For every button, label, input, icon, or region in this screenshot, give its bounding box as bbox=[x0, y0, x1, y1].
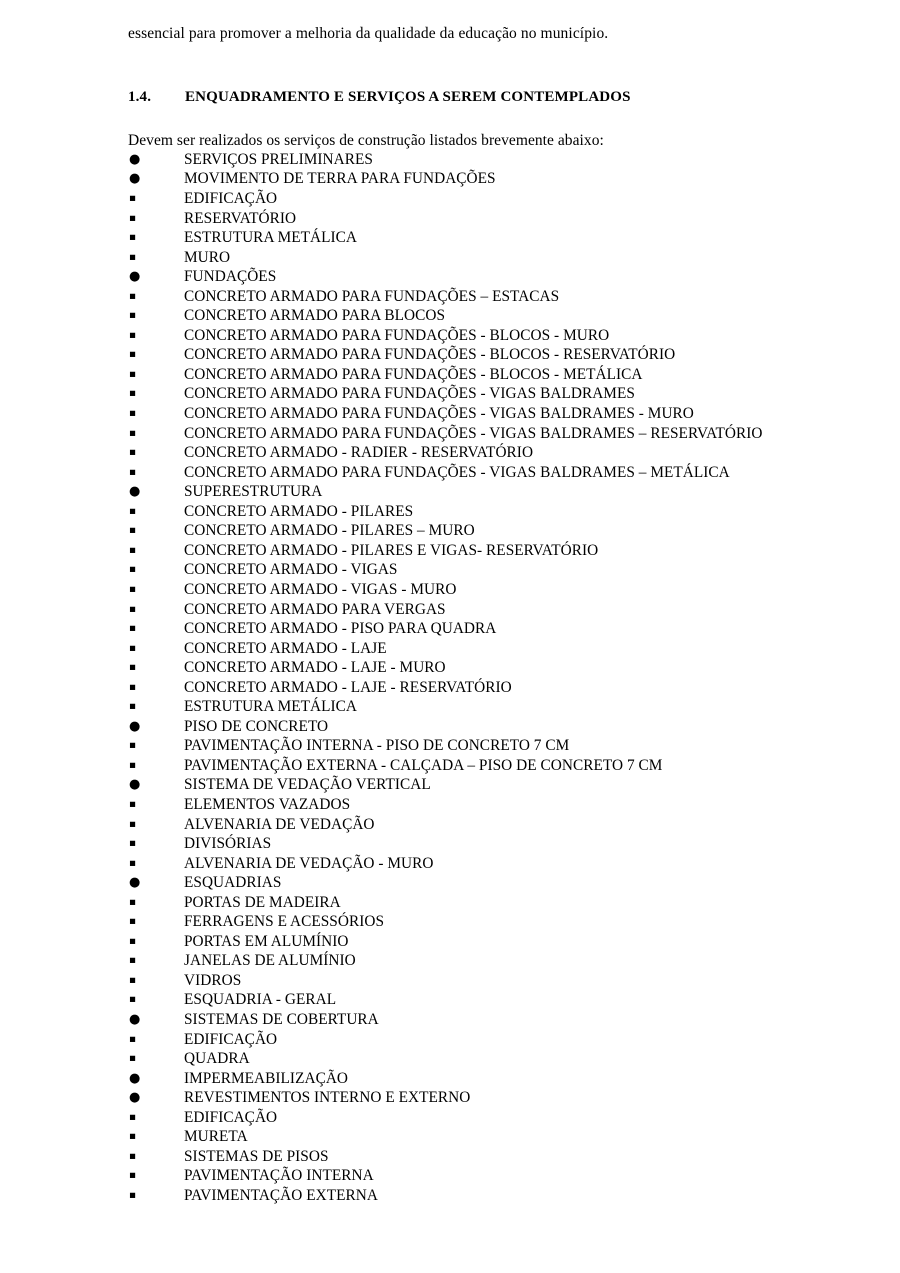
list-item bbox=[128, 717, 772, 737]
list-item-label: PORTAS EM ALUMÍNIO bbox=[184, 932, 349, 950]
list-item-label: CONCRETO ARMADO - LAJE bbox=[184, 639, 387, 657]
section-number: 1.4. bbox=[128, 88, 152, 105]
list-item bbox=[128, 443, 772, 463]
list-item-label: CONCRETO ARMADO - LAJE - RESERVATÓRIO bbox=[184, 678, 512, 696]
list-item-label: CONCRETO ARMADO - PILARES – MURO bbox=[184, 522, 475, 540]
list-item-label: PISO DE CONCRETO bbox=[184, 717, 329, 735]
bullet-square-icon: ▪ bbox=[129, 837, 137, 850]
list-item bbox=[128, 1010, 772, 1030]
list-item-label: PAVIMENTAÇÃO EXTERNA - CALÇADA – PISO DE CONCRETO 7 CM bbox=[184, 756, 663, 774]
list-item bbox=[128, 1069, 772, 1089]
list-item-label: CONCRETO ARMADO PARA VERGAS bbox=[184, 600, 446, 618]
list-item bbox=[128, 873, 772, 893]
list-item-label: CONCRETO ARMADO PARA FUNDAÇÕES - VIGAS BALDRAMES – METÁLICA bbox=[184, 463, 730, 481]
list-item-label: MOVIMENTO DE TERRA PARA FUNDAÇÕES bbox=[184, 170, 496, 188]
list-item bbox=[128, 1088, 772, 1108]
list-item bbox=[128, 1108, 772, 1128]
list-item bbox=[128, 1030, 772, 1050]
list-item-label: MURO bbox=[184, 248, 231, 266]
list-item bbox=[128, 678, 772, 698]
list-item bbox=[128, 404, 772, 424]
list-item-label: CONCRETO ARMADO - VIGAS bbox=[184, 561, 398, 579]
list-item bbox=[128, 912, 772, 932]
section-heading bbox=[128, 89, 772, 106]
list-item-label: DIVISÓRIAS bbox=[184, 835, 272, 853]
list-item-label: EDIFICAÇÃO bbox=[184, 1108, 278, 1126]
list-item bbox=[128, 287, 772, 307]
bullet-square-icon: ▪ bbox=[129, 602, 137, 615]
list-item-label: CONCRETO ARMADO PARA FUNDAÇÕES - BLOCOS - RESERVATÓRIO bbox=[184, 346, 676, 364]
bullet-square-icon: ▪ bbox=[129, 309, 137, 322]
list-item-label: IMPERMEABILIZAÇÃO bbox=[184, 1069, 349, 1087]
bullet-square-icon: ▪ bbox=[129, 973, 137, 986]
bullet-square-icon: ▪ bbox=[129, 524, 137, 537]
list-item bbox=[128, 228, 772, 248]
list-item-label: PAVIMENTAÇÃO INTERNA bbox=[184, 1167, 374, 1185]
bullet-square-icon: ▪ bbox=[129, 739, 137, 752]
bullet-square-icon: ▪ bbox=[129, 387, 137, 400]
bullet-square-icon: ▪ bbox=[129, 661, 137, 674]
list-item bbox=[128, 1127, 772, 1147]
list-item bbox=[128, 736, 772, 756]
list-item bbox=[128, 248, 772, 268]
list-item-label: FERRAGENS E ACESSÓRIOS bbox=[184, 913, 385, 931]
list-item-label: PAVIMENTAÇÃO EXTERNA bbox=[184, 1186, 378, 1204]
list-item bbox=[128, 1147, 772, 1167]
bullet-square-icon: ▪ bbox=[129, 582, 137, 595]
list-item-label: JANELAS DE ALUMÍNIO bbox=[184, 952, 356, 970]
list-item-label: ESQUADRIA - GERAL bbox=[184, 991, 337, 1009]
list-item bbox=[128, 639, 772, 659]
list-item-label: CONCRETO ARMADO PARA FUNDAÇÕES - VIGAS BALDRAMES bbox=[184, 385, 635, 403]
bullet-square-icon: ▪ bbox=[129, 680, 137, 693]
list-item-label: CONCRETO ARMADO PARA FUNDAÇÕES - VIGAS BALDRAMES – RESERVATÓRIO bbox=[184, 424, 763, 442]
bullet-square-icon: ▪ bbox=[129, 700, 137, 713]
bullet-square-icon: ▪ bbox=[129, 1130, 137, 1143]
list-item-label: CONCRETO ARMADO - LAJE - MURO bbox=[184, 659, 446, 677]
list-item-label: ESTRUTURA METÁLICA bbox=[184, 698, 357, 716]
bullet-disc-icon: ● bbox=[129, 875, 141, 891]
bullet-disc-icon: ● bbox=[129, 151, 141, 167]
list-item-label: ALVENARIA DE VEDAÇÃO bbox=[184, 815, 375, 833]
list-item bbox=[128, 150, 772, 170]
list-item-label: CONCRETO ARMADO PARA FUNDAÇÕES - VIGAS BALDRAMES - MURO bbox=[184, 405, 694, 423]
bullet-disc-icon: ● bbox=[129, 484, 141, 500]
list-item bbox=[128, 775, 772, 795]
bullet-square-icon: ▪ bbox=[129, 1032, 137, 1045]
list-item bbox=[128, 541, 772, 561]
list-item-label: CONCRETO ARMADO PARA FUNDAÇÕES - BLOCOS - MURO bbox=[184, 326, 610, 344]
list-item-label: EDIFICAÇÃO bbox=[184, 1030, 278, 1048]
bullet-square-icon: ▪ bbox=[129, 934, 137, 947]
bullet-square-icon: ▪ bbox=[129, 407, 137, 420]
list-item bbox=[128, 424, 772, 444]
list-item-label: FUNDAÇÕES bbox=[184, 268, 277, 286]
bullet-square-icon: ▪ bbox=[129, 426, 137, 439]
list-item-label: VIDROS bbox=[184, 971, 242, 989]
bullet-square-icon: ▪ bbox=[129, 915, 137, 928]
list-item bbox=[128, 365, 772, 385]
bullet-square-icon: ▪ bbox=[129, 446, 137, 459]
bullet-square-icon: ▪ bbox=[129, 1149, 137, 1162]
bullet-disc-icon: ● bbox=[129, 1011, 141, 1027]
bullet-square-icon: ▪ bbox=[129, 1188, 137, 1201]
section-title: ENQUADRAMENTO E SERVIÇOS A SEREM CONTEMPLADOS bbox=[185, 88, 631, 105]
list-item bbox=[128, 893, 772, 913]
bullet-square-icon: ▪ bbox=[129, 641, 137, 654]
list-item bbox=[128, 834, 772, 854]
bullet-disc-icon: ● bbox=[129, 171, 141, 187]
bullet-disc-icon: ● bbox=[129, 718, 141, 734]
list-item-label: CONCRETO ARMADO - PILARES E VIGAS- RESERVATÓRIO bbox=[184, 541, 599, 559]
list-item bbox=[128, 756, 772, 776]
list-item bbox=[128, 463, 772, 483]
list-item bbox=[128, 1049, 772, 1069]
bullet-square-icon: ▪ bbox=[129, 250, 137, 263]
list-item bbox=[128, 345, 772, 365]
list-item bbox=[128, 560, 772, 580]
bullet-disc-icon: ● bbox=[129, 1070, 141, 1086]
list-item-label: PAVIMENTAÇÃO INTERNA - PISO DE CONCRETO 7 CM bbox=[184, 737, 570, 755]
list-item-label: SUPERESTRUTURA bbox=[184, 483, 323, 501]
bullet-disc-icon: ● bbox=[129, 777, 141, 793]
bullet-square-icon: ▪ bbox=[129, 622, 137, 635]
list-item bbox=[128, 854, 772, 874]
bullet-disc-icon: ● bbox=[129, 269, 141, 285]
bullet-square-icon: ▪ bbox=[129, 231, 137, 244]
bullet-square-icon: ▪ bbox=[129, 348, 137, 361]
bullet-square-icon: ▪ bbox=[129, 817, 137, 830]
list-item-label: SISTEMAS DE PISOS bbox=[184, 1147, 329, 1165]
lead-in-paragraph: Devem ser realizados os serviços de construção listados brevemente abaixo: bbox=[128, 131, 604, 149]
list-item-label: SISTEMAS DE COBERTURA bbox=[184, 1010, 379, 1028]
bullet-square-icon: ▪ bbox=[129, 993, 137, 1006]
list-item bbox=[128, 189, 772, 209]
bullet-square-icon: ▪ bbox=[129, 856, 137, 869]
list-item-label: CONCRETO ARMADO - VIGAS - MURO bbox=[184, 580, 457, 598]
list-item bbox=[128, 697, 772, 717]
bullet-square-icon: ▪ bbox=[129, 954, 137, 967]
list-item bbox=[128, 1166, 772, 1186]
list-item bbox=[128, 306, 772, 326]
list-item bbox=[128, 658, 772, 678]
list-item bbox=[128, 209, 772, 229]
list-item bbox=[128, 521, 772, 541]
list-item bbox=[128, 971, 772, 991]
bullet-square-icon: ▪ bbox=[129, 465, 137, 478]
list-item-label: MURETA bbox=[184, 1128, 248, 1146]
bullet-square-icon: ▪ bbox=[129, 1110, 137, 1123]
bullet-square-icon: ▪ bbox=[129, 289, 137, 302]
list-item-label: SERVIÇOS PRELIMINARES bbox=[184, 150, 373, 168]
list-item bbox=[128, 600, 772, 620]
list-item-label: PORTAS DE MADEIRA bbox=[184, 893, 341, 911]
list-item-label: CONCRETO ARMADO PARA FUNDAÇÕES - BLOCOS - METÁLICA bbox=[184, 365, 643, 383]
bullet-square-icon: ▪ bbox=[129, 797, 137, 810]
list-item bbox=[128, 580, 772, 600]
list-item bbox=[128, 326, 772, 346]
list-item bbox=[128, 951, 772, 971]
bullet-square-icon: ▪ bbox=[129, 895, 137, 908]
list-item bbox=[128, 502, 772, 522]
list-item bbox=[128, 990, 772, 1010]
bullet-square-icon: ▪ bbox=[129, 543, 137, 556]
list-item bbox=[128, 267, 772, 287]
list-item-label: CONCRETO ARMADO PARA FUNDAÇÕES – ESTACAS bbox=[184, 287, 560, 305]
services-list bbox=[128, 150, 772, 1206]
list-item bbox=[128, 1186, 772, 1206]
bullet-square-icon: ▪ bbox=[129, 1052, 137, 1065]
list-item bbox=[128, 815, 772, 835]
bullet-square-icon: ▪ bbox=[129, 563, 137, 576]
list-item-label: ELEMENTOS VAZADOS bbox=[184, 795, 351, 813]
bullet-square-icon: ▪ bbox=[129, 367, 137, 380]
list-item-label: CONCRETO ARMADO - RADIER - RESERVATÓRIO bbox=[184, 444, 534, 462]
list-item-label: SISTEMA DE VEDAÇÃO VERTICAL bbox=[184, 776, 431, 794]
bullet-square-icon: ▪ bbox=[129, 211, 137, 224]
list-item-label: CONCRETO ARMADO PARA BLOCOS bbox=[184, 307, 446, 325]
list-item-label: RESERVATÓRIO bbox=[184, 209, 297, 227]
bullet-square-icon: ▪ bbox=[129, 758, 137, 771]
bullet-square-icon: ▪ bbox=[129, 192, 137, 205]
list-item bbox=[128, 932, 772, 952]
bullet-square-icon: ▪ bbox=[129, 504, 137, 517]
intro-paragraph: essencial para promover a melhoria da qualidade da educação no município. bbox=[128, 25, 609, 42]
list-item-label: QUADRA bbox=[184, 1050, 250, 1068]
list-item bbox=[128, 482, 772, 502]
list-item-label: ESQUADRIAS bbox=[184, 874, 282, 892]
list-item-label: CONCRETO ARMADO - PISO PARA QUADRA bbox=[184, 620, 497, 638]
list-item bbox=[128, 384, 772, 404]
list-item-label: EDIFICAÇÃO bbox=[184, 190, 278, 208]
list-item-label: ALVENARIA DE VEDAÇÃO - MURO bbox=[184, 854, 434, 872]
bullet-square-icon: ▪ bbox=[129, 1169, 137, 1182]
bullet-square-icon: ▪ bbox=[129, 328, 137, 341]
list-item-label: ESTRUTURA METÁLICA bbox=[184, 229, 357, 247]
list-item bbox=[128, 619, 772, 639]
bullet-disc-icon: ● bbox=[129, 1090, 141, 1106]
list-item-label: CONCRETO ARMADO - PILARES bbox=[184, 502, 414, 520]
list-item bbox=[128, 795, 772, 815]
list-item bbox=[128, 169, 772, 189]
list-item-label: REVESTIMENTOS INTERNO E EXTERNO bbox=[184, 1089, 471, 1107]
